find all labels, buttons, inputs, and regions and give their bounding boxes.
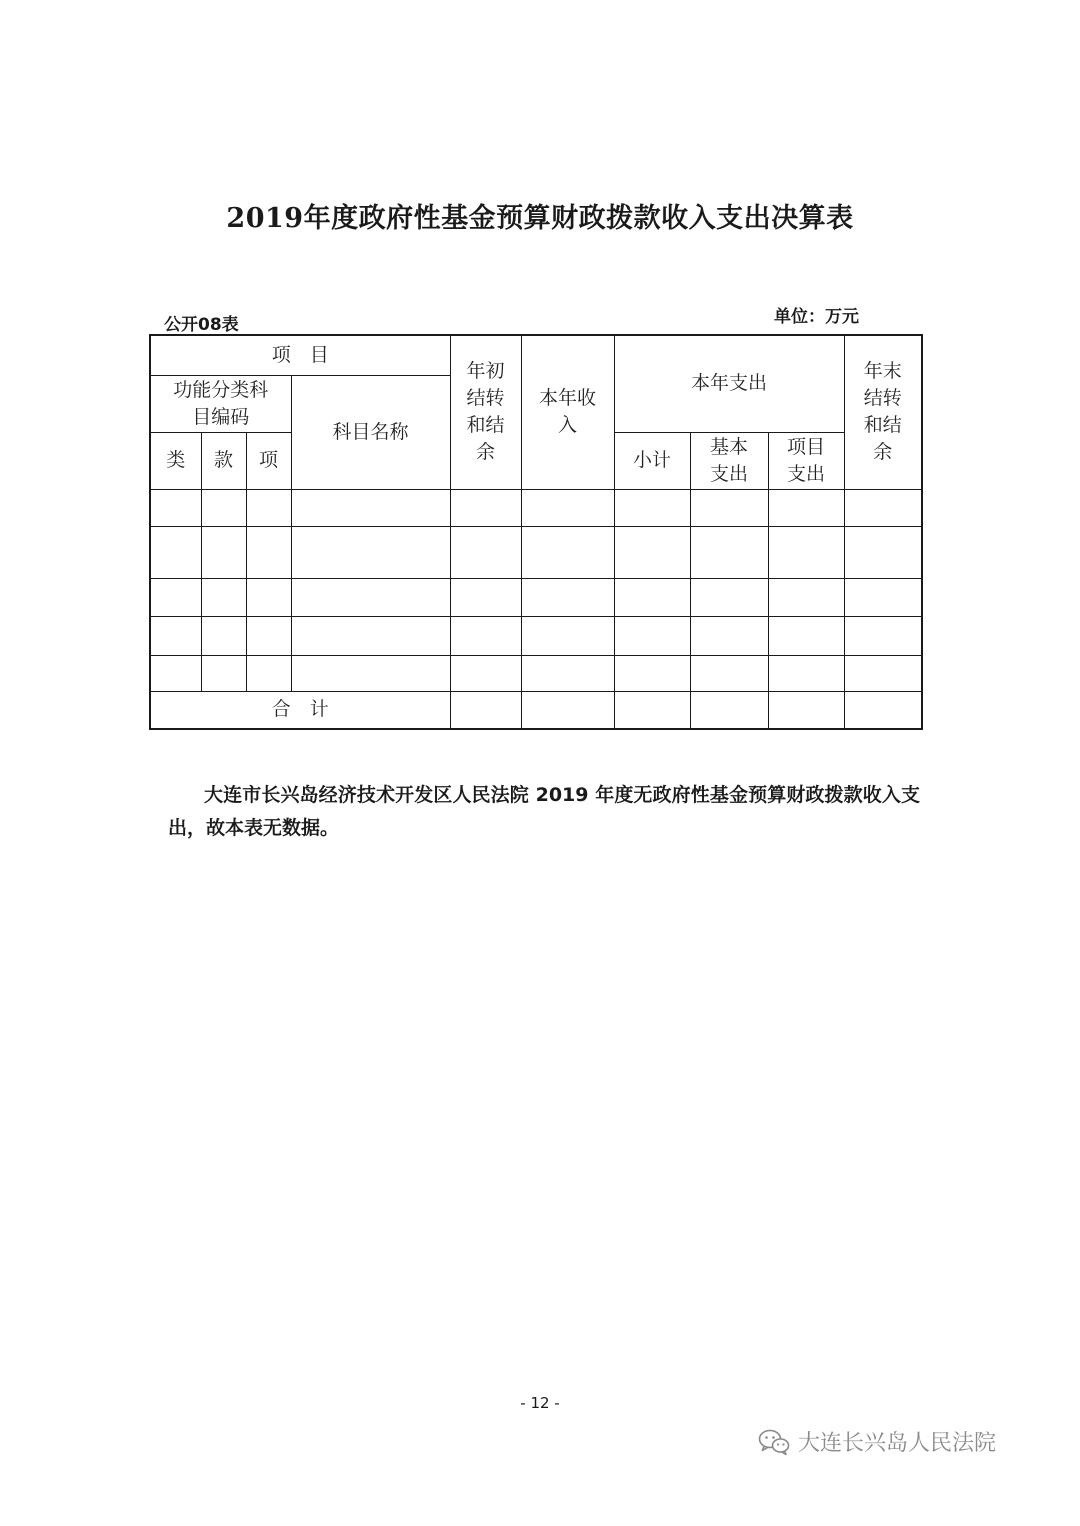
header-row-1 [150,335,922,375]
header-project-exp-label: 项目 支出 [787,435,826,485]
budget-table-container [149,334,921,730]
header-begin-balance-label: 年初 结转 和结 余 [466,360,505,464]
header-subject-name: 科目名称 [291,375,450,489]
header-basic-exp [690,432,768,489]
header-basic-exp-label: 基本 支出 [710,435,749,485]
budget-table [149,334,923,730]
header-end-balance-label: 年末 结转 和结 余 [863,360,902,464]
header-project-exp [768,432,844,489]
header-subtotal: 小计 [614,432,690,489]
table-row [150,526,922,578]
header-income-label: 本年收 入 [539,387,597,437]
table-row [150,655,922,691]
page-title: 2019年度政府性基金预算财政拨款收入支出决算表 [226,203,854,234]
wechat-icon [758,1428,790,1456]
header-expenditure: 本年支出 [614,335,844,432]
table-id: 公开08表 [164,315,239,335]
body-paragraph: 大连市长兴岛经济技术开发区人民法院 2019 年度无政府性基金预算财政拨款收入支出，故本表无数据。 [168,784,920,839]
header-xiang: 项 [246,432,291,489]
table-row [150,489,922,526]
header-end-balance [844,335,922,489]
table-row [150,578,922,616]
unit-label: 单位：万元 [774,307,859,327]
header-func-code [150,375,291,432]
watermark [758,1426,996,1457]
watermark-text: 大连长兴岛人民法院 [798,1431,997,1456]
header-lei: 类 [150,432,201,489]
page-number: - 12 - [520,1394,560,1412]
header-income [521,335,614,489]
total-label: 合 计 [150,691,450,729]
header-begin-balance [450,335,521,489]
header-func-code-label: 功能分类科 目编码 [173,378,269,428]
header-kuan: 款 [201,432,246,489]
total-row [150,691,922,729]
table-row [150,616,922,655]
header-item: 项 目 [150,335,450,375]
